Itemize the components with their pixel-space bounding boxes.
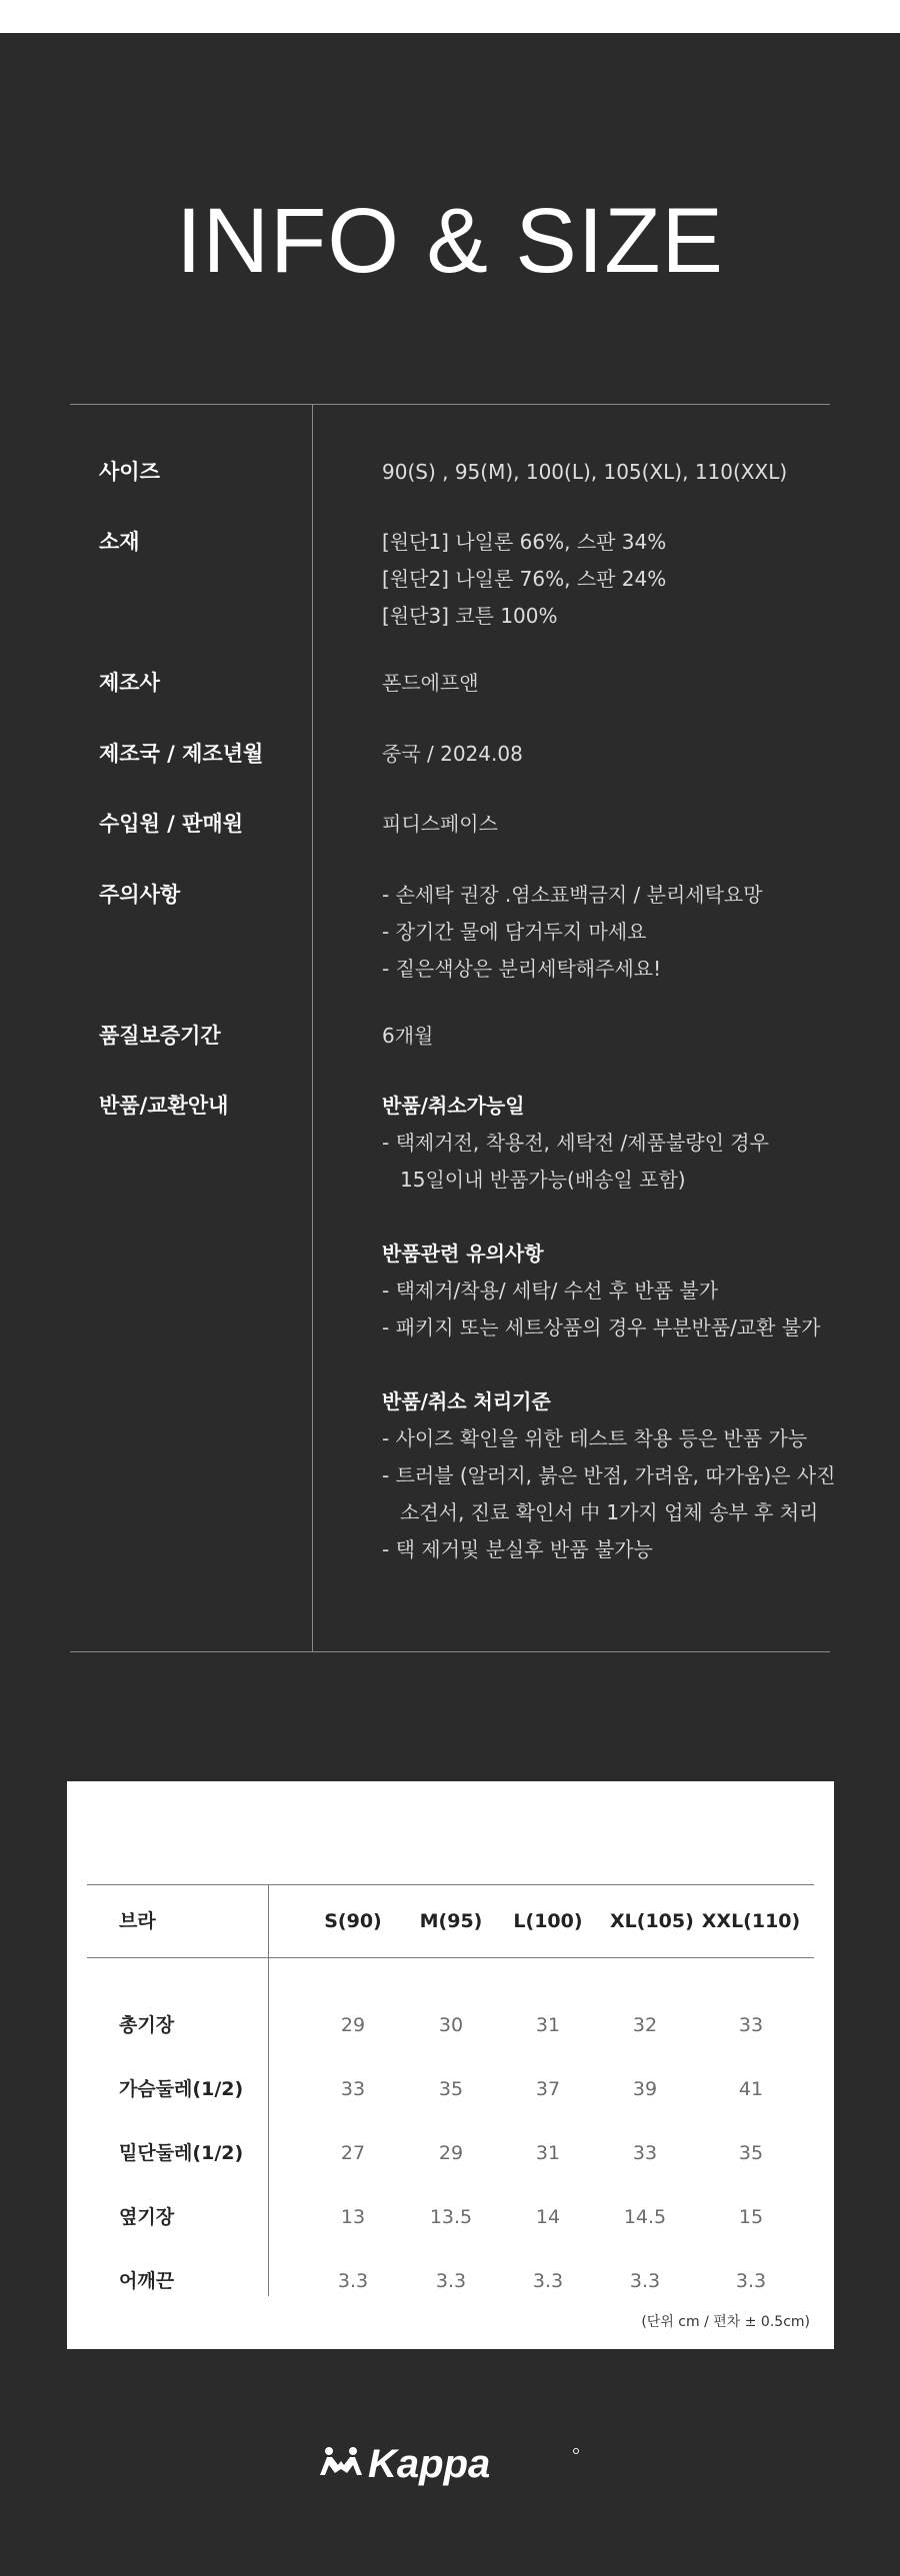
size-table-row <box>87 2249 814 2313</box>
size-cell: 15 <box>738 2206 764 2228</box>
info-line: 90(S) , 95(M), 100(L), 105(XL), 110(XXL) <box>382 460 788 484</box>
info-line: - 장기간 물에 담거두지 마세요 <box>382 920 647 944</box>
size-row-label: 옆기장 <box>119 2206 175 2228</box>
info-line: [원단3] 코튼 100% <box>382 604 558 628</box>
info-value <box>382 454 830 491</box>
info-label: 사이즈 <box>99 460 160 484</box>
size-row-label: 어깨끈 <box>119 2270 175 2292</box>
page-title: INFO & SIZE <box>176 190 724 292</box>
info-line: 소견서, 진료 확인서 中 1가지 업체 송부 후 처리 <box>400 1500 819 1524</box>
info-value <box>382 1088 836 1568</box>
info-value <box>382 524 830 635</box>
size-cell: 35 <box>738 2142 764 2164</box>
size-table-row <box>87 2121 814 2185</box>
info-value <box>382 665 830 702</box>
info-label: 제조사 <box>99 671 160 695</box>
info-line <box>382 1199 830 1236</box>
info-label: 소재 <box>99 530 140 554</box>
size-cell: 14.5 <box>623 2206 667 2228</box>
info-label: 주의사항 <box>99 883 181 907</box>
info-value <box>382 877 830 988</box>
size-cell: 27 <box>340 2142 366 2164</box>
size-col-header: L(100) <box>513 1910 583 1932</box>
info-subheading: 반품관련 유의사항 <box>382 1242 544 1266</box>
info-line: - 손세탁 권장 .염소표백금지 / 분리세탁요망 <box>382 883 763 907</box>
info-line: 중국 / 2024.08 <box>382 742 523 766</box>
size-table-row <box>87 2185 814 2249</box>
size-table-corner: 브라 <box>119 1910 156 1932</box>
size-cell: 33 <box>340 2078 366 2100</box>
info-line: - 트러블 (알러지, 붉은 반점, 가려움, 따가움)은 사진 <box>382 1463 836 1487</box>
info-line: 15일이내 반품가능(배송일 포함) <box>400 1168 686 1192</box>
info-line: - 패키지 또는 세트상품의 경우 부분반품/교환 불가 <box>382 1315 821 1339</box>
size-cell: 29 <box>438 2142 464 2164</box>
size-cell: 13.5 <box>429 2206 473 2228</box>
info-label: 반품/교환안내 <box>99 1094 229 1118</box>
size-row-label: 밑단둘레(1/2) <box>119 2142 244 2164</box>
size-cell: 3.3 <box>735 2270 767 2292</box>
size-cell: 14 <box>535 2206 561 2228</box>
size-cell: 3.3 <box>337 2270 369 2292</box>
info-line: [원단2] 나일론 76%, 스판 24% <box>382 567 667 591</box>
info-label: 품질보증기간 <box>99 1024 221 1048</box>
info-line <box>382 1346 830 1383</box>
info-line: 피디스페이스 <box>382 812 498 836</box>
size-table-row <box>87 2057 814 2121</box>
size-row-label: 총기장 <box>119 2014 175 2036</box>
size-col-header: S(90) <box>324 1910 382 1932</box>
size-cell: 3.3 <box>532 2270 564 2292</box>
size-table-body <box>87 1958 814 2313</box>
size-table <box>87 1884 814 2313</box>
size-cell: 41 <box>738 2078 764 2100</box>
info-subheading: 반품/취소가능일 <box>382 1094 525 1118</box>
info-line: - 짙은색상은 분리세탁해주세요! <box>382 957 662 981</box>
size-cell: 3.3 <box>435 2270 467 2292</box>
info-line: 6개월 <box>382 1024 434 1048</box>
size-cell: 35 <box>438 2078 464 2100</box>
info-line: - 사이즈 확인을 위한 테스트 착용 등은 반품 가능 <box>382 1426 808 1450</box>
info-value <box>382 1018 830 1055</box>
size-table-header <box>87 1885 814 1958</box>
size-card <box>67 1781 834 2349</box>
info-value <box>382 736 830 773</box>
size-table-row <box>87 1993 814 2057</box>
info-label: 수입원 / 판매원 <box>99 812 244 836</box>
size-cell: 31 <box>535 2142 561 2164</box>
info-line: - 택제거/착용/ 세탁/ 수선 후 반품 불가 <box>382 1279 719 1302</box>
info-line: - 택 제거및 분실후 반품 불가능 <box>382 1537 653 1561</box>
info-line: [원단1] 나일론 66%, 스판 34% <box>382 530 667 554</box>
size-cell: 37 <box>535 2078 561 2100</box>
size-cell: 13 <box>340 2206 366 2228</box>
kappa-logo <box>318 2439 582 2487</box>
registered-mark <box>574 2449 579 2454</box>
size-col-header: XXL(110) <box>701 1910 801 1932</box>
info-table <box>70 404 836 1652</box>
size-cell: 30 <box>438 2014 464 2036</box>
size-cell: 39 <box>632 2078 658 2100</box>
size-cell: 33 <box>738 2014 764 2036</box>
size-cell: 32 <box>632 2014 658 2036</box>
info-divider <box>312 405 313 1651</box>
size-row-label: 가슴둘레(1/2) <box>119 2078 244 2100</box>
size-cell: 29 <box>340 2014 366 2036</box>
size-cell: 33 <box>632 2142 658 2164</box>
info-line: - 택제거전, 착용전, 세탁전 /제품불량인 경우 <box>382 1131 769 1155</box>
size-cell: 31 <box>535 2014 561 2036</box>
size-col-header: XL(105) <box>610 1910 694 1932</box>
omini-icon <box>320 2447 362 2475</box>
info-value <box>382 806 830 843</box>
kappa-wordmark: Kappa <box>368 2442 491 2486</box>
unit-note: (단위 cm / 편차 ± 0.5cm) <box>641 2314 810 2330</box>
info-line: 폰드에프앤 <box>382 671 479 695</box>
size-cell: 3.3 <box>629 2270 661 2292</box>
size-col-header: M(95) <box>419 1910 483 1932</box>
info-label: 제조국 / 제조년월 <box>99 742 264 766</box>
info-subheading: 반품/취소 처리기준 <box>382 1389 551 1413</box>
